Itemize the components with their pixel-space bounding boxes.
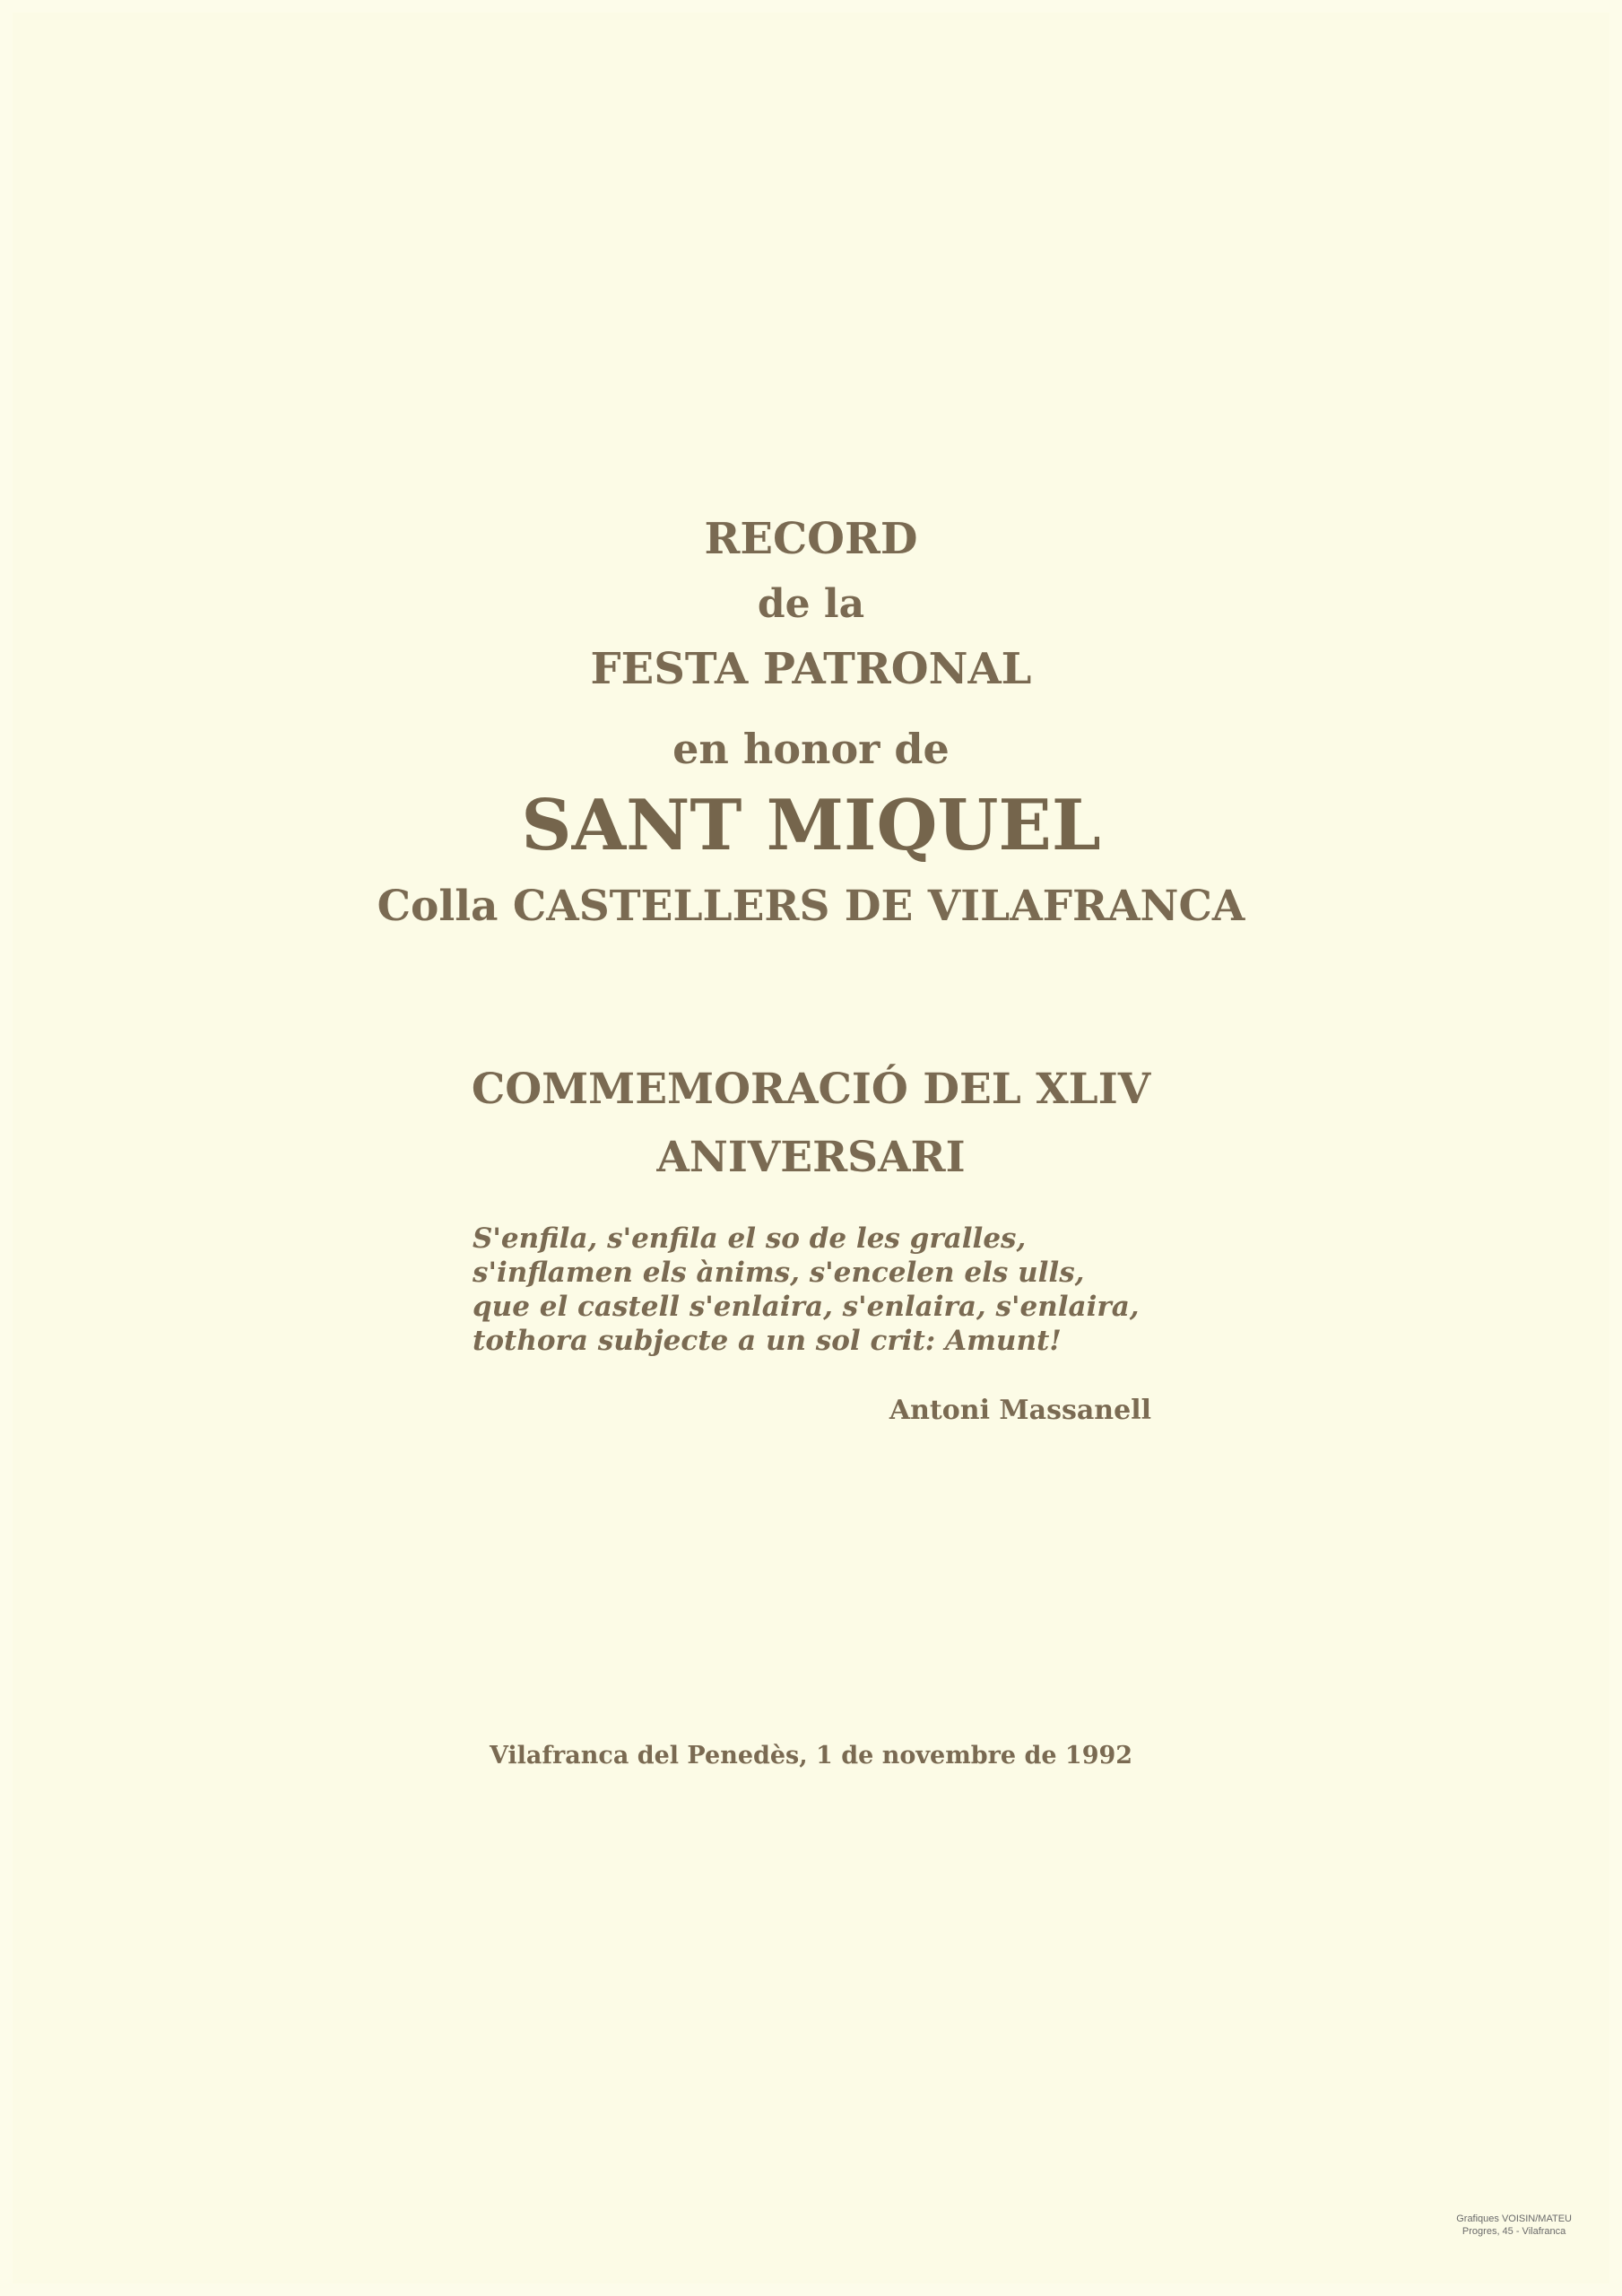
subtitle-colla: Colla CASTELLERS DE VILAFRANCA — [377, 882, 1245, 931]
printer-name: Grafiques VOISIN/MATEU — [1456, 2213, 1572, 2224]
title-de-la: de la — [757, 581, 865, 627]
verse-author: Antoni Massanell — [889, 1395, 1151, 1426]
title-record: RECORD — [704, 514, 918, 564]
verse-line: S'enfila, s'enfila el so de les gralles, — [473, 1222, 1027, 1255]
verse-line: tothora subjecte a un sol crit: Amunt! — [473, 1325, 1062, 1357]
dateline: Vilafranca del Penedès, 1 de novembre de 1992 — [489, 1742, 1133, 1770]
commemoration-line-1: COMMEMORACIÓ DEL XLIV — [471, 1065, 1151, 1114]
printer-address: Progres, 45 - Vilafranca — [1462, 2226, 1566, 2237]
printer-imprint — [1456, 2213, 1572, 2238]
title-en-honor-de: en honor de — [672, 725, 950, 773]
verse-block — [473, 1222, 1140, 1358]
verse-line: s'inflamen els ànims, s'encelen els ulls, — [473, 1257, 1085, 1289]
verse-line: que el castell s'enlaira, s'enlaira, s'enlaira, — [473, 1291, 1140, 1323]
title-festa-patronal: FESTA PATRONAL — [590, 644, 1032, 694]
title-sant-miquel: SANT MIQUEL — [521, 785, 1101, 866]
commemoration-line-2: ANIVERSARI — [656, 1133, 966, 1182]
